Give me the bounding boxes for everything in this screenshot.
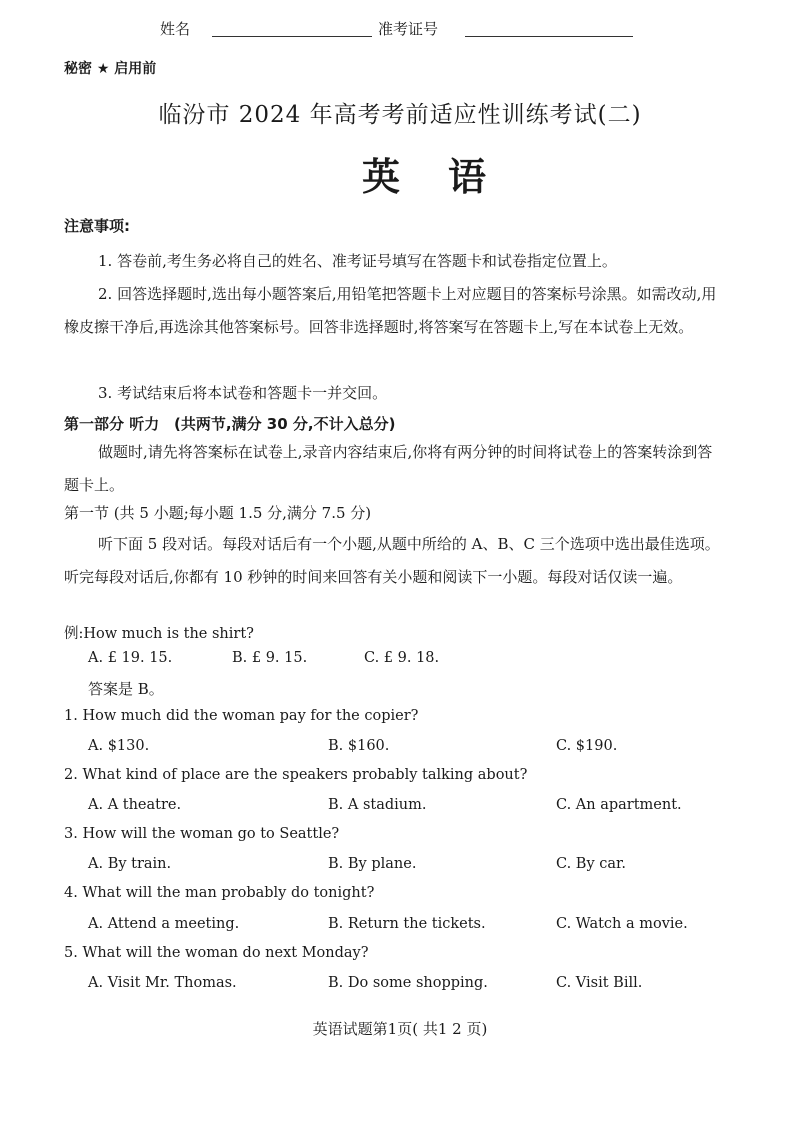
secret-label: 秘密 ★ 启用前 [64,61,157,77]
example-option-b: B. £ 9. 15. [232,650,308,666]
q4-option-c: C. Watch a movie. [556,916,688,932]
q1-option-b: B. $160. [328,738,390,754]
q1-option-c: C. $190. [556,738,618,754]
question-2: 2. What kind of place are the speakers probably talking about? [64,767,528,783]
q1-option-a: A. $130. [88,738,150,754]
id-label: 准考证号 [378,20,439,38]
id-blank [465,36,633,37]
page-footer: 英语试题第1页( 共1 2 页) [312,1020,488,1038]
q4-option-a: A. Attend a meeting. [88,916,240,932]
part1-heading-label: 第一部分 听力 [64,415,160,433]
subject-title: 英语 [361,155,534,199]
question-4: 4. What will the man probably do tonight? [64,885,375,901]
example-option-a: A. £ 19. 15. [88,650,173,666]
section1-instruction: 听下面 5 段对话。每段对话后有一个小题,从题中所给的 A、B、C 三个选项中选出最佳选项。听完每段对话后,你都有 10 秒钟的时间来回答有关小题和阅读下一小题。每段对话仅读一遍。 [64,535,720,586]
question-1: 1. How much did the woman pay for the copier? [64,708,419,724]
example-question: 例:How much is the shirt? [64,626,254,642]
q3-option-b: B. By plane. [328,856,417,872]
q5-option-c: C. Visit Bill. [556,975,643,991]
part1-instruction: 做题时,请先将答案标在试卷上,录音内容结束后,你将有两分钟的时间将试卷上的答案转涂到答题卡上。 [64,443,713,494]
part1-heading-detail: (共两节,满分 30 分,不计入总分) [174,415,396,433]
q2-option-c: C. An apartment. [556,797,682,813]
name-blank [212,36,372,37]
notes-title: 注意事项: [64,217,130,235]
note-item: 3. 考试结束后将本试卷和答题卡一并交回。 [98,384,388,402]
note-item: 1. 答卷前,考生务必将自己的姓名、准考证号填写在答题卡和试卷指定位置上。 [98,252,617,270]
section1-heading: 第一节 (共 5 小题;每小题 1.5 分,满分 7.5 分) [64,504,372,522]
q3-option-a: A. By train. [88,856,172,872]
example-option-c: C. £ 9. 18. [364,650,440,666]
note-item: 2. 回答选择题时,选出每小题答案后,用铅笔把答题卡上对应题目的答案标号涂黑。如需改动,用橡皮擦干净后,再选涂其他答案标号。回答非选择题时,将答案写在答题卡上,写在本试卷上无效。 [64,285,717,336]
q5-option-b: B. Do some shopping. [328,975,488,991]
q2-option-a: A. A theatre. [88,797,182,813]
example-answer: 答案是 B。 [88,680,164,698]
q2-option-b: B. A stadium. [328,797,427,813]
q4-option-b: B. Return the tickets. [328,916,486,932]
question-5: 5. What will the woman do next Monday? [64,945,369,961]
candidate-info-line [160,18,660,42]
name-label: 姓名 [160,20,191,38]
q3-option-c: C. By car. [556,856,626,872]
exam-title: 临汾市 2024 年高考考前适应性训练考试(二) [158,102,642,128]
q5-option-a: A. Visit Mr. Thomas. [88,975,237,991]
question-3: 3. How will the woman go to Seattle? [64,826,340,842]
